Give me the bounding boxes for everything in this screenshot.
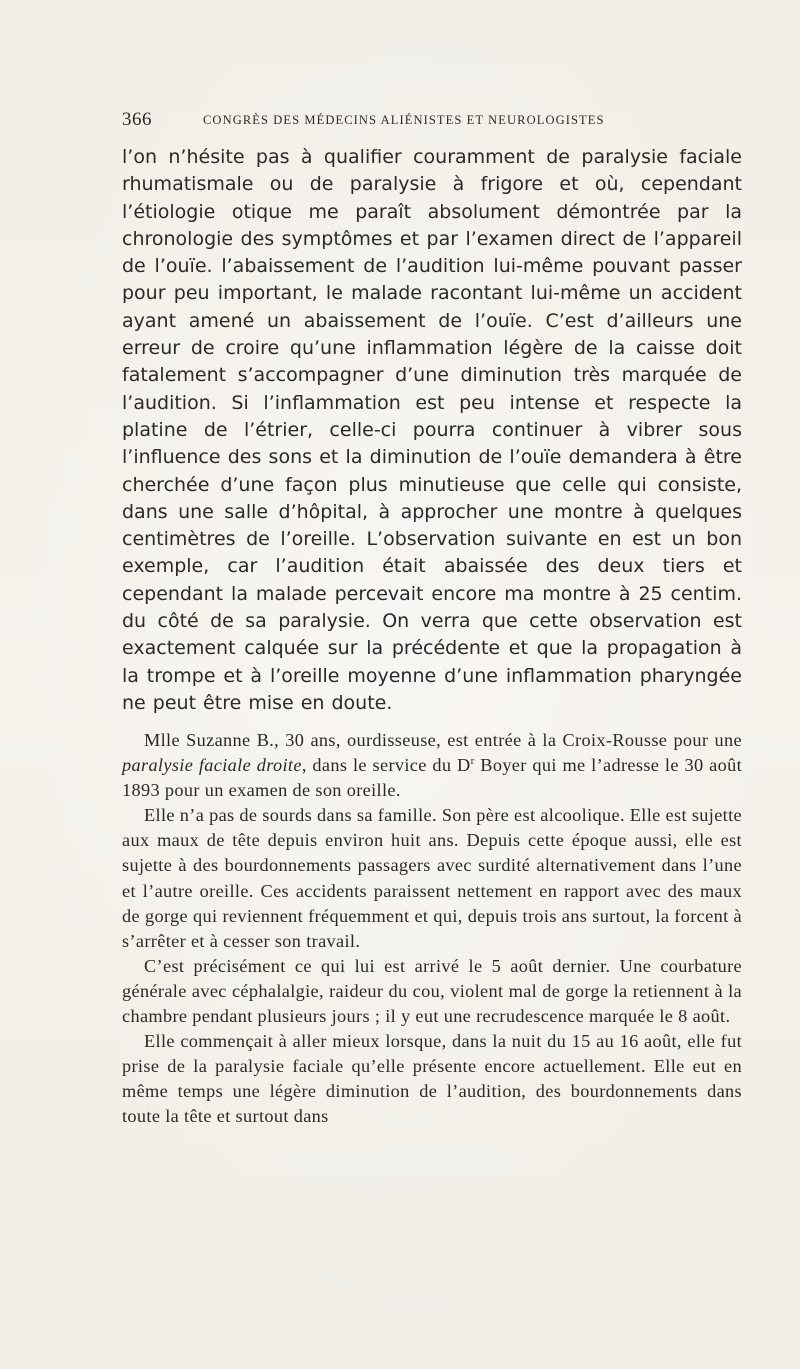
observation-intro-text: Mlle Suzanne B., 30 ans, ourdisseuse, est entrée à la Croix-Rousse pour une (144, 730, 742, 750)
observation-paragraph-paralysis: Elle commençait à aller mieux lorsque, dans la nuit du 15 au 16 août, elle fut prise de la paralysie faciale qu’elle présente encore actuellement. Elle eut en même temps une légère diminution de l’audition, des bourdonnements dans toute la tête et surtout dans (122, 1031, 742, 1127)
diagnosis-italic: paralysie faciale droite (122, 755, 302, 776)
observation-paragraph-intro (122, 728, 742, 803)
running-head: CONGRÈS DES MÉDECINS ALIÉNISTES ET NEUROLOGISTES (203, 113, 605, 127)
page-number: 366 (122, 109, 152, 130)
observation-paragraph-family: Elle n’a pas de sourds dans sa famille. Son père est alcoolique. Elle est sujette aux maux de tête depuis environ huit ans. Depuis cette époque aussi, elle est sujette à des bourdonnements passagers avec surdité alternativement dans l’une et l’autre oreille. Ces accidents paraissent nettement en rapport avec des maux de gorge qui reviennent fréquemment et qui, depuis trois ans surtout, la forcent à s’arrêter et à cesser son travail. (122, 805, 742, 951)
main-text-block (122, 144, 742, 717)
observation-paragraph-onset: C’est précisément ce qui lui est arrivé le 5 août dernier. Une courbature générale avec céphalalgie, raideur du cou, violent mal de gorge la retiennent à la chambre pendant plusieurs jours ; il y eut une recrudescence marquée le 8 août. (122, 955, 742, 1027)
main-paragraph: l’on n’hésite pas à qualifier couramment de paralysie faciale rhumatismale ou de paralysie à frigore et où, cependant l’étiologie otique me paraît absolument démontrée par la chronologie des symptômes et par l’examen direct de l’appareil de l’ouïe. l’abaissement de l’audition lui-même pouvant passer pour peu important, le malade racontant lui-même un accident ayant amené un abaissement de l’ouïe. C’est d’ailleurs une erreur de croire qu’une inflammation légère de la caisse doit fatalement s’accompagner d’une diminution très marquée de l’audition. Si l’inflammation est peu intense et respecte la platine de l’étrier, celle-ci pourra continuer à vibrer sous l’influence des sons et la diminution de l’ouïe demandera à être cherchée d’une façon plus minutieuse que celle qui consiste, dans une salle d’hôpital, à approcher une montre à quelques centimètres de l’oreille. L’observation suivante en est un bon exemple, car l’audition était abaissée des deux tiers et cependant la malade percevait encore ma montre à 25 centim. du côté de sa paralysie. On verra que cette observation est exactement calquée sur la précédente et que la propagation à la trompe et à l’oreille moyenne d’une inflammation pharyngée ne peut être mise en doute. (122, 146, 742, 714)
observation-intro-mid: , dans le service du D (301, 755, 471, 776)
doctor-superscript: r (470, 755, 475, 767)
observation-intro-end: Boyer qui me l’adresse le 30 août 1893 pour un examen de son oreille. (122, 755, 742, 801)
page-header (122, 109, 742, 131)
case-observation (122, 728, 742, 1130)
